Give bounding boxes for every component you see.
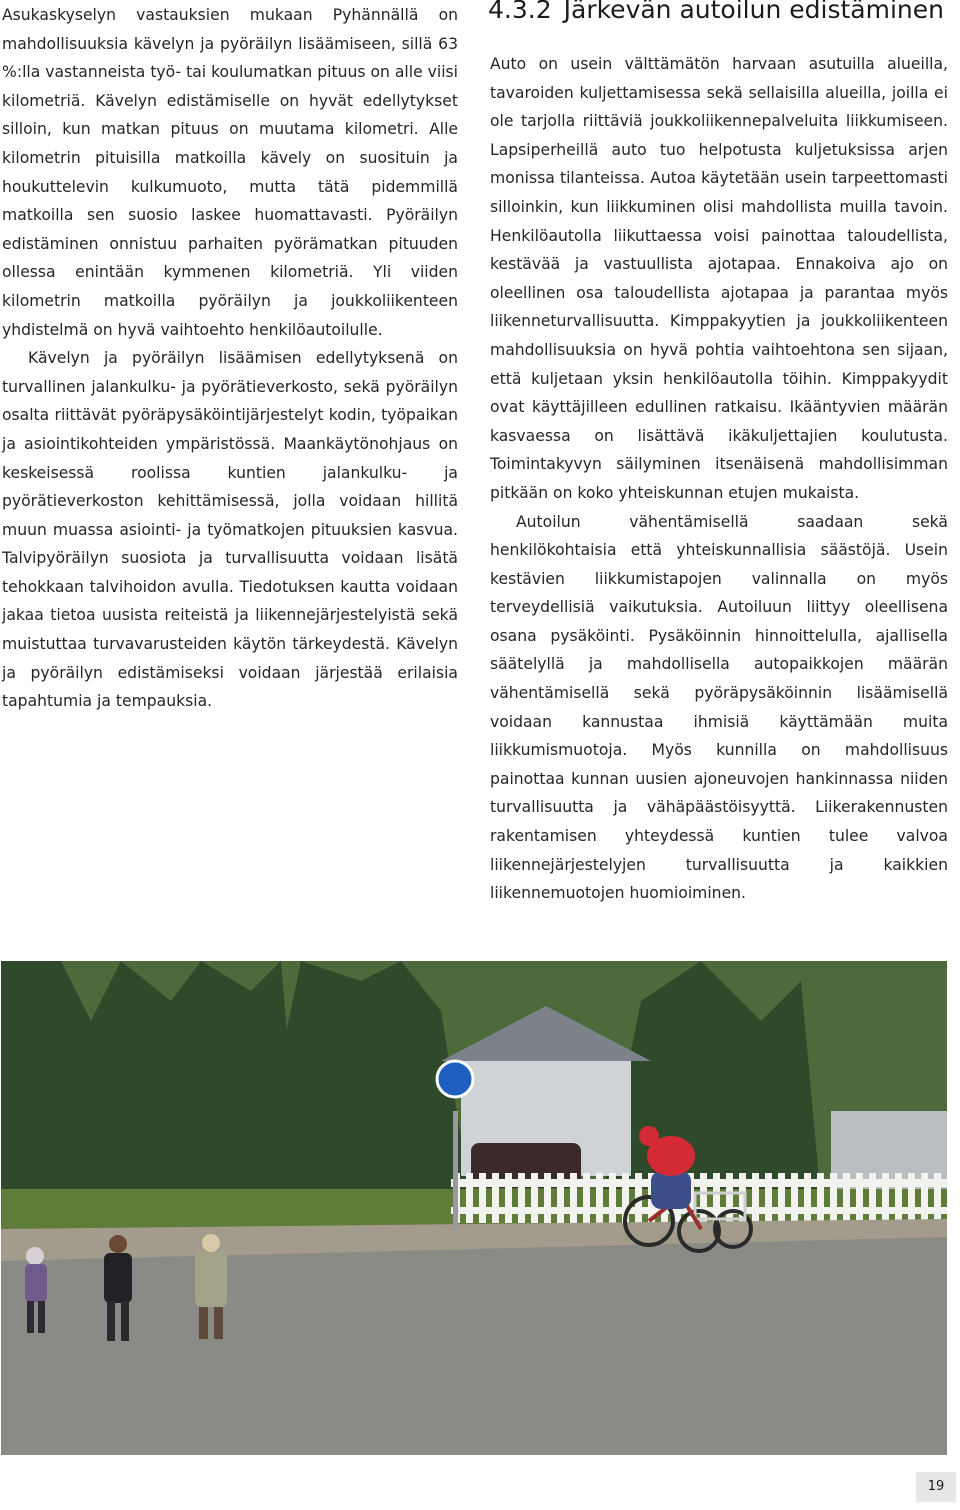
photo-cycle-path-sign [437,1061,473,1097]
fence-picket [700,1173,707,1223]
street-photo-illustration [1,961,947,1455]
fence-picket [596,1173,603,1223]
fence-picket [804,1173,811,1223]
fence-picket [934,1173,941,1223]
fence-picket [752,1173,759,1223]
section-title: Järkevän autoilun edistäminen [563,0,944,24]
photo-sign-pole [453,1111,458,1231]
photo-spruce-left [1,961,301,1201]
fence-picket [765,1173,772,1223]
right-paragraph-1: Auto on usein välttämätön harvaan asutuilla alueilla, tavaroiden kuljettamisessa sekä sellaisilla alueilla, joilla ei ole tarjolla riittäviä joukkoliikennepalveluita liikkumiseen. Lapsiperheillä auto tuo helpotusta kuljetuksissa arjen monissa tilanteissa. Autoa käytetään usein tarpeettomasti silloinkin, kun liikkuminen olisi mahdollista muilla tavoin. Henkilöautolla liikuttaessa voisi painottaa taloudellista, kestävää ja vastuullista ajotapaa. Ennakoiva ajo on oleellinen osa taloudellista ajotapaa ja parantaa myös liikenneturvallisuutta. Kimppakyytien ja joukkoliikenteen mahdollisuuksia on hyvä pohtia vaihtoehtona sen sijaan, että kuljetaan yksin henkilöautolla töihin. Kimppakyydit ovat käyttäjilleen edullinen ratkaisu. Ikääntyvien määrän kasvaessa on lisättävä ikäkuljettajien koulutusta. Toimintakyvyn säilyminen itsenäisenä mahdollisimman pitkään on koko yhteiskunnan etujen mukaista. [490,55,948,502]
fence-picket [570,1173,577,1223]
page-number: 19 [916,1472,956,1502]
section-heading [488,0,944,27]
fence-picket [869,1173,876,1223]
fence-picket [492,1173,499,1223]
fence-picket [557,1173,564,1223]
fence-picket [583,1173,590,1223]
fence-picket [518,1173,525,1223]
right-column [490,50,948,908]
fence-picket [609,1173,616,1223]
right-paragraph-2: Autoilun vähentämisellä saadaan sekä henkilökohtaisia että yhteiskunnallisia säästöjä. Usein kestävien liikkumistapojen valinnalla on myös terveydellisiä vaikutuksia. Autoiluun liittyy oleellisena osana pysäköinti. Pysäköinnin hinnoittelulla, ajallisella säätelyllä ja mahdollisella autopaikkojen määrän vähentämisellä sekä pyöräpysäköinnin lisäämisellä voidaan kannustaa ihmisiä käyttämään muita liikkumismuotoja. Myös kunnilla on mahdollisuus painottaa kunnan uusien ajoneuvojen hankinnassa niiden turvallisuutta ja vähäpäästöisyyttä. Liikerakennusten rakentamisen yhteydessä kuntien tulee valvoa liikennejärjestelyjen turvallisuutta ja kaikkien liikennemuotojen huomioiminen. [490,512,948,903]
fence-picket [531,1173,538,1223]
fence-picket [479,1173,486,1223]
fence-picket [895,1173,902,1223]
fence-picket [843,1173,850,1223]
photo-road [1,1231,947,1455]
left-column [2,1,458,716]
fence-picket [466,1173,473,1223]
fence-picket [921,1173,928,1223]
fence-picket [544,1173,551,1223]
left-paragraph-2: Kävelyn ja pyöräilyn lisäämisen edellytyksenä on turvallinen jalankulku- ja pyörätieverkosto, sekä pyöräilyn osalta riittävät pyöräpysäköintijärjestelyt kodin, työpaikan ja asiointikohteiden ympäristössä. Maankäytönohjaus on keskeisessä roolissa kuntien jalankulku- ja pyörätieverkoston kehittämisessä, jolla voidaan hillitä muun muassa asiointi- ja työmatkojen pituuksien kasvua. Talvipyöräilyn suosiota ja turvallisuutta voidaan lisätä tehokkaan talvihoidon avulla. Tiedotuksen kautta voidaan jakaa tietoa uusista reiteistä ja liikennejärjestelyistä sekä muistuttaa turvavarusteiden käytön tärkeydestä. Kävelyn ja pyöräilyn edistämiseksi voidaan järjestää erilaisia tapahtumia ja tempauksia. [2,349,458,711]
fence-picket [882,1173,889,1223]
fence-picket [830,1173,837,1223]
fence-picket [791,1173,798,1223]
street-photo [1,961,947,1455]
fence-picket [505,1173,512,1223]
section-number: 4.3.2 [488,0,552,24]
left-paragraph-1: Asukaskyselyn vastauksien mukaan Pyhännällä on mahdollisuuksia kävelyn ja pyöräilyn lisäämiseen, sillä 63 %:lla vastanneista työ- tai koulumatkan pituus on alle viisi kilometriä. Kävelyn edistämiselle on hyvät edellytykset silloin, kun matkan pituus on muutama kilometri. Alle kilometrin pituisilla matkoilla kävely on suosituin ja houkuttelevin kulkumuoto, mutta tätä pidemmillä matkoilla sen suosio laskee huomattavasti. Pyöräilyn edistäminen onnistuu parhaiten pyörämatkan pituuden ollessa enintään kymmenen kilometriä. Yli viiden kilometrin matkoilla pyöräilyn ja joukkoliikenteen yhdistelmä on hyvä vaihtoehto henkilöautoilulle. [2,6,458,339]
fence-picket [778,1173,785,1223]
fence-picket [908,1173,915,1223]
fence-picket [726,1173,733,1223]
fence-picket [817,1173,824,1223]
fence-picket [856,1173,863,1223]
